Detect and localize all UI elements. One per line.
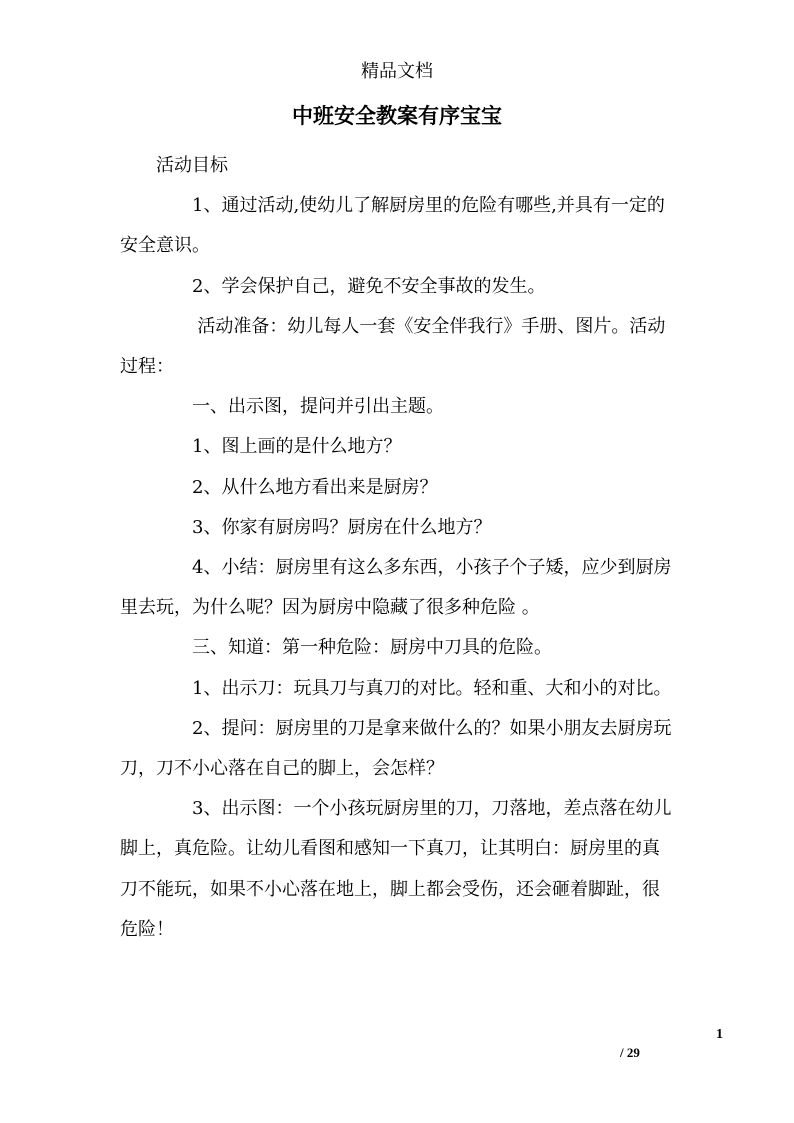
document-body: [120, 146, 672, 950]
page-total: / 29: [620, 1045, 640, 1060]
paragraph: 2、学会保护自己，避免不安全事故的发生。: [192, 275, 546, 297]
paragraph: 三、知道：第一种危险：厨房中刀具的危险。: [192, 637, 552, 659]
document-title: 中班安全教案有序宝宝: [292, 103, 502, 128]
paragraph: 3、你家有厨房吗？厨房在什么地方？: [192, 516, 492, 538]
paragraph: 1、通过活动,使幼儿了解厨房里的危险有哪些,并具有一定的安全意识。: [120, 195, 665, 257]
paragraph: 1、出示刀：玩具刀与真刀的对比。轻和重、大和小的对比。: [192, 677, 672, 699]
paragraph: 2、从什么地方看出来是厨房？: [192, 476, 438, 498]
page-number: 1: [716, 1027, 723, 1042]
paragraph: 4、小结：厨房里有这么多东西，小孩子个子矮，应少到厨房里去玩，为什么呢？因为厨房中隐藏了很多种危险 。: [120, 557, 672, 619]
paragraph: 活动准备：幼儿每人一套《安全伴我行》手册、图片。活动过程：: [120, 315, 666, 378]
document-header: 精品文档: [361, 61, 433, 82]
section-heading-goals: 活动目标: [156, 155, 228, 176]
paragraph: 一、出示图，提问并引出主题。: [192, 396, 444, 418]
paragraph: 3、出示图：一个小孩玩厨房里的刀，刀落地，差点落在幼儿脚上，真危险。让幼儿看图和感知一下真刀，让其明白：厨房里的真刀不能玩，如果不小心落在地上，脚上都会受伤，还会砸着脚趾，很危险！: [120, 798, 672, 940]
paragraph: 1、图上画的是什么地方？: [192, 436, 402, 458]
paragraph: 2、提问：厨房里的刀是拿来做什么的？如果小朋友去厨房玩刀，刀不小心落在自己的脚上，会怎样？: [120, 717, 672, 780]
